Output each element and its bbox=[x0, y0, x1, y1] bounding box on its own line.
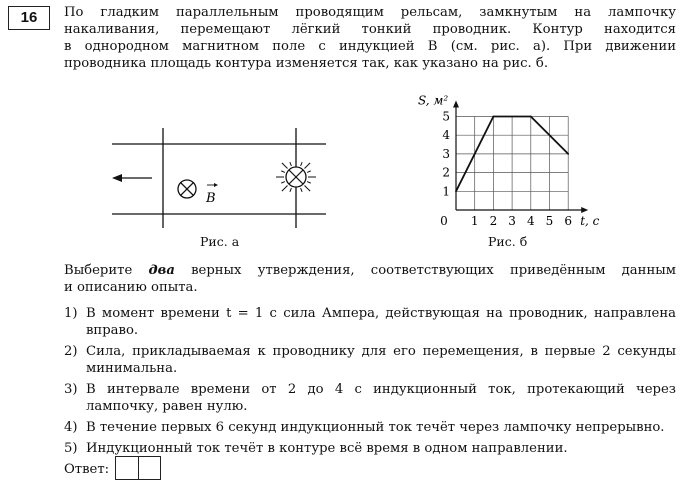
question-number: 16 bbox=[8, 6, 50, 30]
instruction-emphasis: два bbox=[148, 263, 175, 278]
option-line: лампочку, равен нулю. bbox=[86, 399, 248, 414]
y-tick-label: 4 bbox=[442, 128, 450, 143]
lamp-ray bbox=[290, 188, 292, 192]
data-point bbox=[530, 116, 532, 118]
option-text bbox=[86, 440, 676, 457]
lamp-ray bbox=[304, 163, 310, 169]
option-line: Индукционный ток течёт в контуре всё время в одном направлении. bbox=[86, 441, 568, 456]
data-point bbox=[567, 153, 569, 155]
instruction-line bbox=[64, 262, 676, 279]
figure-a-diagram bbox=[100, 118, 340, 228]
lamp-ray bbox=[282, 185, 288, 191]
lamp-ray bbox=[307, 171, 311, 173]
instruction-line-end: верных утверждения, соответствующих приведённым данным bbox=[174, 263, 676, 278]
x-tick-label: 0 bbox=[440, 214, 448, 228]
option-text bbox=[86, 381, 676, 415]
option-text bbox=[86, 343, 676, 377]
option-line: Сила, прикладываемая к проводнику для его перемещения, в первые 2 секунды bbox=[86, 344, 676, 359]
option-line: вправо. bbox=[86, 323, 139, 338]
lamp-ray bbox=[281, 182, 285, 184]
x-axis-label: t, с bbox=[580, 214, 600, 228]
intro-line: накаливания, перемещают лёгкий тонкий проводник. Контур находится bbox=[64, 22, 676, 37]
y-tick-label: 3 bbox=[442, 146, 450, 161]
instruction-line: и описанию опыта. bbox=[64, 280, 198, 295]
task-instruction bbox=[64, 262, 676, 296]
question-intro bbox=[64, 4, 676, 72]
lamp-ray bbox=[301, 188, 303, 192]
answer-option[interactable] bbox=[64, 305, 676, 339]
lamp-ray bbox=[290, 162, 292, 166]
intro-line: в однородном магнитном поле с индукцией B (см. рис. а). При движении bbox=[64, 39, 676, 54]
answer-option[interactable] bbox=[64, 440, 676, 457]
option-text bbox=[86, 419, 676, 436]
option-number: 2) bbox=[64, 344, 78, 359]
option-text bbox=[86, 305, 676, 339]
x-tick-label: 2 bbox=[489, 214, 498, 228]
option-line: В момент времени t = 1 с сила Ампера, действующая на проводник, направлена bbox=[86, 306, 676, 321]
intro-line: проводника площадь контура изменяется так, как указано на рис. б. bbox=[64, 56, 549, 71]
answer-options bbox=[64, 305, 676, 461]
answer-cell[interactable] bbox=[116, 457, 139, 479]
x-tick-label: 3 bbox=[508, 214, 516, 228]
answer-option[interactable] bbox=[64, 343, 676, 377]
lamp-ray bbox=[301, 162, 303, 166]
y-axis-arrow bbox=[453, 101, 459, 108]
area-time-chart bbox=[410, 86, 610, 236]
x-tick-label: 1 bbox=[470, 214, 479, 228]
field-label: B bbox=[206, 191, 216, 206]
option-number: 5) bbox=[64, 441, 78, 456]
lamp-ray bbox=[281, 171, 285, 173]
lamp-ray bbox=[307, 182, 311, 184]
x-tick-label: 4 bbox=[526, 214, 535, 228]
option-line: В интервале времени от 2 до 4 с индукционный ток, протекающий через bbox=[86, 382, 676, 397]
field-into-page-symbol bbox=[178, 180, 196, 198]
option-number: 3) bbox=[64, 382, 78, 397]
lamp-icon bbox=[276, 157, 316, 197]
data-point bbox=[455, 190, 457, 192]
x-axis-arrow bbox=[581, 207, 588, 213]
y-tick-label: 1 bbox=[442, 184, 450, 199]
option-line: минимальна. bbox=[86, 361, 178, 376]
y-tick-label: 5 bbox=[442, 109, 450, 124]
instruction-line-start: Выберите bbox=[64, 263, 149, 278]
lamp-ray bbox=[304, 185, 310, 191]
option-number: 4) bbox=[64, 420, 78, 435]
data-point bbox=[493, 116, 495, 118]
lamp-ray bbox=[282, 163, 288, 169]
figure-a-caption: Рис. а bbox=[200, 234, 240, 249]
answer-option[interactable] bbox=[64, 381, 676, 415]
field-vector-label bbox=[205, 183, 218, 206]
answer-option[interactable] bbox=[64, 419, 676, 436]
y-tick-label: 2 bbox=[442, 165, 450, 180]
y-axis-label: S, м² bbox=[418, 93, 449, 108]
option-line: В течение первых 6 секунд индукционный ток течёт через лампочку непрерывно. bbox=[86, 420, 665, 435]
answer-cell[interactable] bbox=[139, 457, 161, 479]
x-tick-label: 5 bbox=[545, 214, 554, 228]
option-number: 1) bbox=[64, 306, 78, 321]
figure-b-caption: Рис. б bbox=[488, 234, 528, 249]
intro-line: По гладким параллельным проводящим рельсам, замкнутым на лампочку bbox=[64, 5, 676, 20]
velocity-arrow bbox=[112, 174, 152, 182]
answer-box[interactable] bbox=[115, 456, 161, 480]
x-tick-label: 6 bbox=[564, 214, 573, 228]
answer-label: Ответ: bbox=[64, 462, 110, 477]
